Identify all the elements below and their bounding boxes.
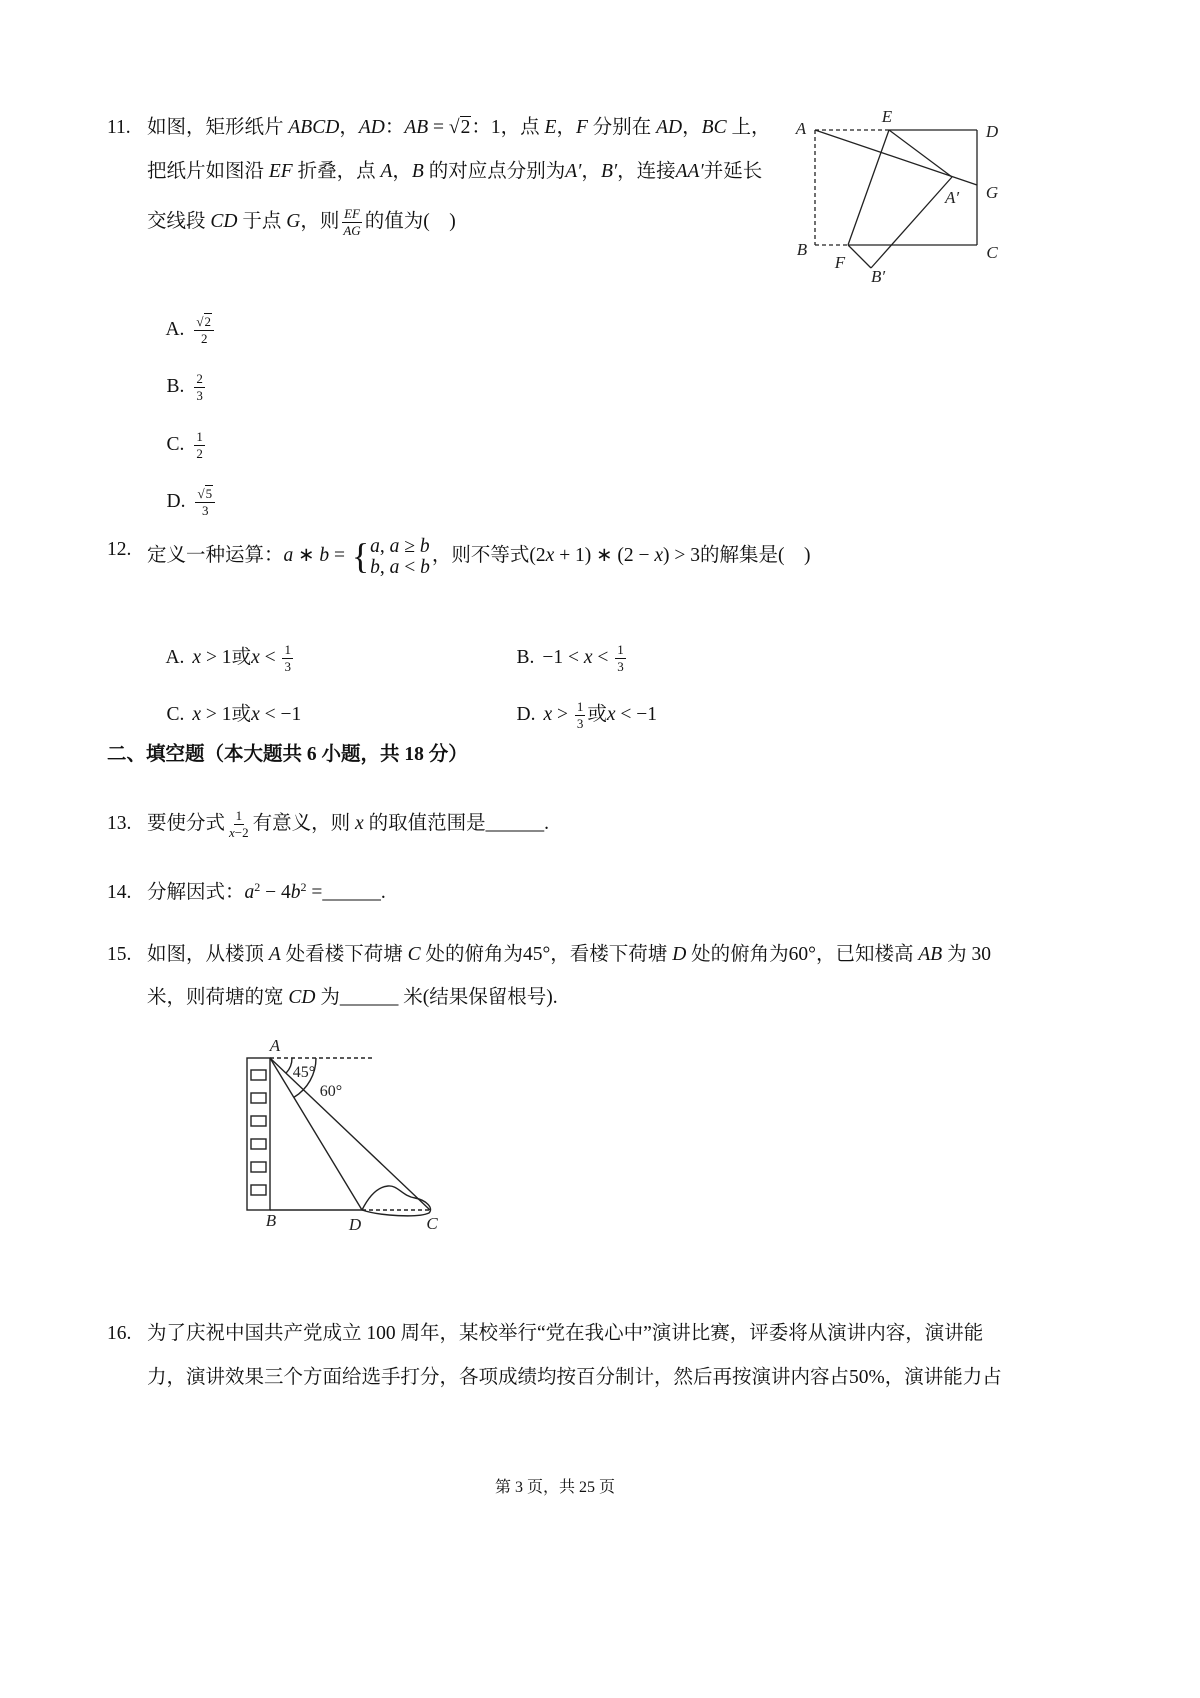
text-run: ：1，点 [471, 117, 545, 138]
option-value [543, 699, 658, 732]
math-variable: x [355, 813, 364, 834]
question-11-line-3 [147, 207, 456, 238]
question-16-line-2 [147, 1363, 1002, 1393]
text-run: 3 [617, 659, 624, 675]
fraction [227, 809, 251, 840]
text-run: 为了庆祝中国共产党成立 100 周年，某校举行“党在我心中”演讲比赛，评委将从演讲内容，演讲能 [147, 1323, 984, 1344]
text-run: 1 [235, 808, 243, 824]
math-variable: b [420, 556, 430, 578]
building-window [251, 1116, 266, 1126]
label-point-d: D [348, 1215, 362, 1234]
text-run: 或 [231, 704, 252, 725]
text-run: 折叠，点 [292, 161, 381, 182]
math-expression: , [379, 535, 390, 557]
question-15-number: 15. [107, 944, 132, 965]
math-variable: AG [343, 223, 361, 239]
text-run: 为 30 [942, 944, 991, 965]
math-variable: x [251, 647, 260, 668]
building-window [251, 1185, 266, 1195]
math-variable: AA′ [675, 161, 704, 182]
label-point-f: F [834, 253, 846, 272]
option-value [192, 314, 216, 347]
text-run: 力，演讲效果三个方面给选手打分，各项成绩均按百分制计，然后再按演讲内容占 [147, 1367, 850, 1388]
radicand: 5 [205, 486, 213, 502]
text-run: 1 [617, 642, 624, 658]
text-run: ， [392, 161, 412, 182]
numerator [194, 315, 214, 331]
text-run: 处看楼下荷塘 [280, 944, 408, 965]
text-run: 或 [231, 647, 252, 668]
text-run: ，看楼下荷塘 [550, 944, 673, 965]
text-run: 于点 [237, 211, 287, 232]
math-variable: B′ [600, 161, 618, 182]
question-13-number: 13. [107, 813, 132, 834]
numerator [194, 430, 205, 446]
text-run: ，演讲能力占 [884, 1367, 1002, 1388]
math-expression: −1 < [542, 647, 584, 668]
left-brace [352, 535, 369, 578]
math-variable: x [606, 704, 616, 725]
radicand: 2 [460, 117, 471, 138]
math-variable: F [575, 117, 588, 138]
math-variable: a [244, 882, 255, 903]
math-expression: > [552, 704, 573, 725]
exponent: 2 [254, 880, 261, 894]
math-variable: x [654, 544, 664, 566]
building-window [251, 1093, 266, 1103]
math-expression: = [306, 882, 323, 903]
text-run: 1 [576, 699, 584, 715]
label-point-a: A [269, 1036, 281, 1055]
math-variable: AB [918, 944, 943, 965]
text-run: 为______ 米(结果保留根号). [315, 987, 558, 1008]
text-run: ， [556, 117, 576, 138]
page-footer: 第 3 页，共 25 页 [494, 1479, 615, 1496]
math-variable: D [672, 944, 687, 965]
math-expression: ∗ [293, 544, 320, 566]
text-run: 处的俯角为 [686, 944, 789, 965]
numerator [615, 643, 626, 659]
math-variable: CD [288, 987, 316, 1008]
label-point-g: G [985, 183, 999, 202]
numerator [195, 487, 215, 503]
math-expression: < [592, 647, 614, 668]
math-variable: E [544, 117, 557, 138]
math-variable: x [543, 704, 553, 725]
label-point-b: B [265, 1211, 277, 1230]
option-label: A. [165, 647, 185, 668]
text-run: 如图，矩形纸片 [147, 117, 289, 138]
numerator [575, 700, 586, 716]
math-expression: 50% [849, 1367, 885, 1388]
text-run: 有意义，则 [252, 813, 356, 834]
option-value [542, 642, 627, 675]
denominator [575, 716, 586, 731]
numerator [194, 372, 205, 388]
text-run: 分解因式： [147, 882, 245, 903]
text-run: 1 [284, 642, 291, 658]
text-run: ，则 [300, 211, 340, 232]
denominator [227, 825, 251, 840]
fraction [341, 207, 362, 238]
sight-line-ad [270, 1058, 362, 1210]
fold-line-ef [848, 130, 889, 245]
numerator [234, 809, 245, 825]
text-run: 处的俯角为 [420, 944, 523, 965]
text-run: 交线段 [147, 211, 211, 232]
text-run: 的对应点分别为 [423, 161, 566, 182]
building-window [251, 1139, 266, 1149]
text-run: 3 [196, 388, 203, 404]
text-run: 2 [196, 371, 203, 387]
math-variable: EF [344, 206, 360, 222]
case-row [370, 557, 430, 578]
math-expression: < −1 [615, 704, 658, 725]
option-value [192, 429, 207, 462]
math-expression: + 1) ∗ (2 − [554, 544, 655, 566]
math-variable: x [545, 544, 555, 566]
option-label: C. [166, 704, 185, 725]
label-angle-60: 60° [319, 1083, 343, 1100]
figure-15-lines [247, 1058, 431, 1216]
fraction [575, 700, 586, 731]
square-root [197, 485, 213, 501]
option-value [192, 642, 295, 675]
question-14-number: 14. [107, 882, 132, 903]
option-label: D. [516, 704, 536, 725]
segment-e-a-prime [889, 130, 952, 177]
case-row [370, 536, 430, 557]
question-11-line-2 [147, 157, 762, 187]
text-run: ， [339, 117, 359, 138]
denominator [341, 223, 362, 238]
math-variable: a [389, 556, 400, 578]
math-variable: AB [404, 117, 429, 138]
fraction [194, 372, 205, 403]
option-label: D. [166, 491, 186, 512]
text-run: ， [682, 117, 702, 138]
option-value [192, 704, 301, 725]
math-variable: A [380, 161, 393, 182]
math-expression: 45° [522, 944, 551, 965]
math-variable: EF [268, 161, 293, 182]
math-variable: B [411, 161, 424, 182]
building-window [251, 1070, 266, 1080]
text-run: 2 [196, 446, 203, 462]
math-variable: AD [358, 117, 385, 138]
math-expression: − 4 [260, 882, 291, 903]
text-run: 如图，从楼顶 [147, 944, 269, 965]
question-13-line-1 [147, 809, 549, 840]
option-label: C. [166, 434, 185, 455]
text-run: 3 [202, 503, 209, 519]
label-point-e: E [881, 107, 893, 126]
text-run: ， [581, 161, 601, 182]
question-12-number: 12. [107, 539, 132, 560]
numerator [342, 207, 362, 223]
math-variable: a [389, 535, 400, 557]
numerator [282, 643, 293, 659]
text-run: 上， [726, 117, 771, 138]
option-label: B. [166, 376, 185, 397]
text-run: 定义一种运算： [147, 544, 284, 566]
math-variable: x [192, 647, 202, 668]
fraction [195, 487, 215, 518]
math-expression: 60° [788, 944, 816, 965]
option-value [193, 486, 217, 519]
label-point-a-prime: A′ [944, 188, 960, 207]
label-point-b: B [796, 240, 808, 259]
piecewise-definition [352, 535, 430, 578]
case-rows [370, 536, 430, 578]
segment-b-prime-f [848, 245, 871, 268]
label-point-b-prime: B′ [870, 267, 886, 286]
text-run: ，连接 [617, 161, 676, 182]
math-expression: , [379, 556, 390, 578]
math-variable: C [407, 944, 421, 965]
radicand: 2 [204, 314, 212, 330]
question-16-line-1 [147, 1319, 983, 1349]
math-variable: x [192, 704, 202, 725]
question-15-line-2 [147, 983, 558, 1013]
math-variable: A [268, 944, 281, 965]
text-run: ，则不等式 [431, 544, 530, 566]
question-11-number: 11. [107, 117, 131, 138]
text-run: 的解集是( ) [700, 544, 811, 566]
square-root [449, 116, 471, 138]
text-run: 1 [196, 429, 203, 445]
math-variable: AD [656, 117, 683, 138]
math-variable: x [583, 647, 593, 668]
math-variable: CD [210, 211, 238, 232]
math-variable: b [370, 556, 380, 578]
math-expression: < −1 [259, 704, 302, 725]
math-variable: ABCD [288, 117, 340, 138]
math-variable: x [251, 704, 260, 725]
question-12-line-1 [147, 535, 811, 578]
figure-rectangle-fold [780, 100, 1010, 290]
math-variable: x [229, 825, 235, 841]
text-run: 2 [200, 331, 208, 347]
question-12-option-d [497, 670, 657, 761]
math-variable: b [290, 882, 301, 903]
question-15-line-1 [147, 940, 991, 970]
option-value [192, 371, 207, 404]
math-variable: G [286, 211, 301, 232]
label-point-c: C [986, 243, 998, 262]
text-run: ，已知楼高 [815, 944, 919, 965]
math-expression: ) > 3 [663, 544, 701, 566]
building-window [251, 1162, 266, 1172]
label-point-c: C [426, 1214, 438, 1233]
text-run: 要使分式 [147, 813, 226, 834]
text-run: 分别在 [587, 117, 657, 138]
math-expression: = [329, 544, 350, 566]
exponent: 2 [300, 880, 307, 894]
text-run: 3 [284, 659, 291, 675]
text-run: 的值为( ) [364, 211, 456, 232]
label-point-a: A [795, 119, 807, 138]
text-run: 并延长 [703, 161, 763, 182]
math-variable: BC [701, 117, 727, 138]
math-expression: < [399, 556, 421, 578]
text-run: 3 [576, 716, 584, 732]
segment-a-prime-b-prime [871, 177, 952, 268]
text-run: 把纸片如图沿 [147, 161, 269, 182]
square-root [196, 313, 212, 329]
label-point-d: D [985, 122, 999, 141]
text-run: 的取值范围是______. [363, 813, 549, 834]
option-label: B. [516, 647, 535, 668]
section-heading-fill-in-blank: 二、填空题（本大题共 6 小题，共 18 分） [107, 744, 468, 765]
math-variable: b [319, 544, 330, 566]
math-expression: −2 [234, 825, 249, 841]
figure-building-pond [230, 1030, 460, 1240]
question-14-line-1 [147, 878, 386, 908]
math-expression: (2 [529, 544, 546, 566]
math-variable: b [419, 535, 430, 557]
question-16-number: 16. [107, 1323, 132, 1344]
segment-ag [815, 130, 977, 185]
question-11-line-1 [147, 113, 770, 143]
math-expression: > 1 [201, 704, 232, 725]
text-run: 米，则荷塘的宽 [147, 987, 289, 1008]
math-expression: ≥ [399, 535, 420, 557]
math-variable: a [283, 544, 294, 566]
math-expression: = [428, 117, 449, 138]
text-run: ： [384, 117, 405, 138]
label-angle-45: 45° [292, 1064, 316, 1081]
denominator [200, 503, 211, 518]
text-run: 或 [587, 704, 607, 725]
option-label: A. [165, 319, 185, 340]
math-expression: > 1 [201, 647, 232, 668]
math-variable: a [370, 535, 380, 557]
angle-arc-45 [286, 1058, 292, 1073]
text-run: ______. [322, 882, 386, 903]
math-expression: < [259, 647, 281, 668]
math-variable: A′ [565, 161, 582, 182]
